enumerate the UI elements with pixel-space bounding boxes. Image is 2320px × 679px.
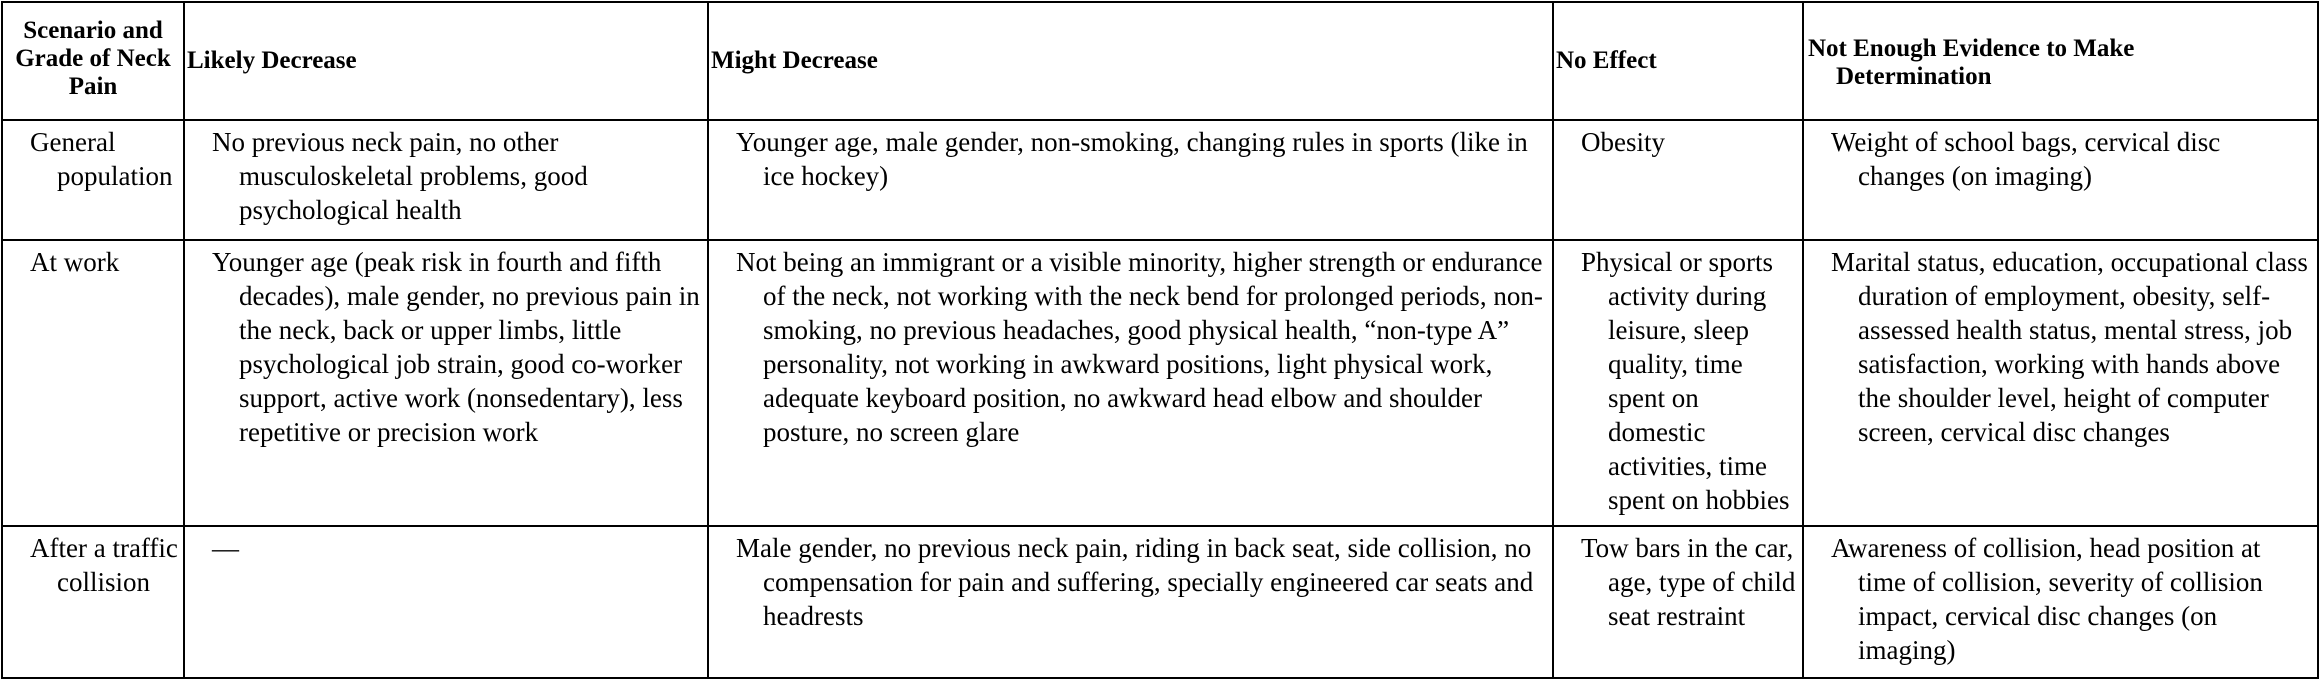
row-no-effect xyxy=(1553,526,1803,678)
row-not-enough-evidence xyxy=(1803,120,2318,240)
header-not-enough-evidence xyxy=(1803,2,2318,120)
header-might-decrease: Might Decrease xyxy=(708,2,1553,120)
row-scenario-text: General population xyxy=(30,127,173,191)
row-likely-decrease-text: Younger age (peak risk in fourth and fifth decades), male gender, no previous pain in the neck, back or upper limbs, little psychological job strain, good co-worker support, active work (nonsedentary), less repetitive or precision work xyxy=(212,247,700,447)
row-scenario xyxy=(2,240,184,526)
row-likely-decrease xyxy=(184,240,708,526)
row-not-enough-evidence-text: Marital status, education, occupational class duration of employment, obesity, self-assessed health status, mental stress, job satisfaction, working with hands above the shoulder level, height of computer screen, cervical disc changes xyxy=(1831,247,2308,447)
row-might-decrease xyxy=(708,120,1553,240)
row-no-effect-text: Tow bars in the car, age, type of child seat restraint xyxy=(1581,533,1796,631)
table-row xyxy=(2,240,2318,526)
row-not-enough-evidence xyxy=(1803,240,2318,526)
header-row xyxy=(2,2,2318,120)
header-likely-decrease: Likely Decrease xyxy=(184,2,708,120)
row-might-decrease-text: Male gender, no previous neck pain, riding in back seat, side collision, no compensation for pain and suffering, specially engineered car seats and headrests xyxy=(736,533,1534,631)
header-not-enough-line2: Determination xyxy=(1836,63,1992,90)
row-likely-decrease-text: — xyxy=(212,533,239,563)
row-scenario xyxy=(2,120,184,240)
row-not-enough-evidence xyxy=(1803,526,2318,678)
row-might-decrease xyxy=(708,526,1553,678)
row-might-decrease xyxy=(708,240,1553,526)
row-scenario-text: After a traffic collision xyxy=(30,533,178,597)
row-scenario-text: At work xyxy=(30,247,120,277)
row-no-effect-text: Physical or sports activity during leisure, sleep quality, time spent on domestic activities, time spent on hobbies xyxy=(1581,247,1790,515)
neck-pain-factors-table xyxy=(1,1,2319,679)
header-no-effect: No Effect xyxy=(1553,2,1803,120)
table-row xyxy=(2,120,2318,240)
row-likely-decrease-text: No previous neck pain, no other musculoskeletal problems, good psychological health xyxy=(212,127,588,225)
row-might-decrease-text: Younger age, male gender, non-smoking, changing rules in sports (like in ice hockey) xyxy=(736,127,1528,191)
header-not-enough-line1: Not Enough Evidence to Make xyxy=(1808,35,2135,62)
row-not-enough-evidence-text: Weight of school bags, cervical disc changes (on imaging) xyxy=(1831,127,2221,191)
row-might-decrease-text: Not being an immigrant or a visible minority, higher strength or endurance of the neck, not working with the neck bend for prolonged periods, non-smoking, no previous headaches, good physical health, “non-type A” personality, not working in awkward positions, light physical work, adequate keyboard position, no awkward head elbow and shoulder posture, no screen glare xyxy=(736,247,1543,447)
table-row xyxy=(2,526,2318,678)
row-likely-decrease xyxy=(184,120,708,240)
row-no-effect xyxy=(1553,240,1803,526)
row-not-enough-evidence-text: Awareness of collision, head position at time of collision, severity of collision impact, cervical disc changes (on imaging) xyxy=(1831,533,2263,665)
row-likely-decrease xyxy=(184,526,708,678)
row-no-effect-text: Obesity xyxy=(1581,127,1665,157)
row-no-effect xyxy=(1553,120,1803,240)
header-scenario: Scenario and Grade of Neck Pain xyxy=(2,2,184,120)
row-scenario xyxy=(2,526,184,678)
